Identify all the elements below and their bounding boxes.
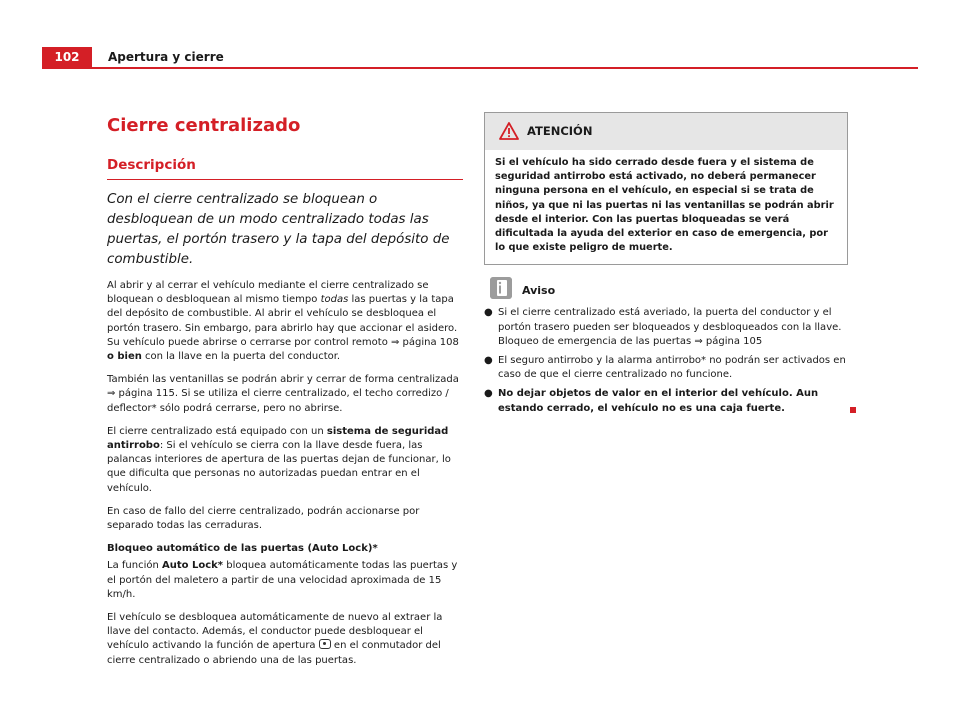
bullet-icon: ●: [484, 355, 493, 367]
warning-header: [485, 113, 847, 150]
list-item: [484, 354, 848, 382]
header-rule: [42, 67, 918, 69]
list-item-text: El seguro antirrobo y la alarma antirrobo* no podrán ser activados en caso de que el cierre centralizado no funcione.: [498, 355, 846, 381]
text: El cierre centralizado está equipado con un: [107, 425, 327, 437]
text: las puertas y la tapa del depósito de combustible. Al abrir el vehículo se desbloquea el portón trasero. Sin embargo, para abrirlo hay que accionar el asidero. Su vehículo puede abrirse o cerrarse por control remoto ⇒ página 108: [107, 294, 459, 348]
paragraph-failure: En caso de fallo del cierre centralizado, podrán accionarse por separado todas las cerraduras.: [107, 505, 420, 532]
emphasis-bold: o bien: [107, 351, 142, 363]
warning-box: [484, 112, 848, 265]
paragraph-auto-lock: [107, 559, 463, 602]
list-item: [484, 387, 848, 415]
text: El vehículo se desbloquea automáticamente de nuevo al extraer la llave del contacto. Además, el conductor puede desbloquear el vehículo activando la función de apertura: [107, 612, 443, 652]
list-item-text: No dejar objetos de valor en el interior del vehículo. Aun estando cerrado, el vehículo no es una caja fuerte.: [498, 388, 819, 414]
subheading-auto-lock: Bloqueo automático de las puertas (Auto Lock)*: [107, 543, 378, 555]
emphasis-bold: sistema de seguridad antirrobo: [107, 425, 449, 452]
info-note-icon: [490, 277, 512, 299]
warning-title: ATENCIÓN: [527, 124, 593, 138]
text: en el conmutador del cierre centralizado o abriendo una de las puertas.: [107, 640, 441, 666]
chapter-title: Cierre centralizado: [107, 115, 301, 136]
warning-triangle-icon: [499, 122, 519, 140]
paragraph-windows: También las ventanillas se podrán abrir y cerrar de forma centralizada ⇒ página 115. Si se utiliza el cierre centralizado, el techo corredizo / deflector* sólo podrá cerrarse, pero no abrirse.: [107, 374, 459, 414]
section-end-mark: [850, 407, 856, 413]
paragraph-antitheft: [107, 425, 463, 496]
bullet-icon: ●: [484, 388, 493, 400]
emphasis-bold: Auto Lock*: [162, 560, 224, 572]
lead-paragraph: Con el cierre centralizado se bloquean o desbloquean de un modo centralizado todas las puertas, el portón trasero y la tapa del depósito de combustible.: [107, 192, 450, 267]
right-column: [484, 112, 848, 416]
warning-text: Si el vehículo ha sido cerrado desde fuera y el sistema de seguridad antirrobo está activado, no deberá permanecer ninguna persona en el vehículo, en especial si se trata de niños, ya que ni las puertas ni las ventanillas se podrán abrir desde el interior. Con las puertas bloqueadas se verá dificultada la ayuda del exterior en caso de emergencia, por lo que existe peligro de muerte.: [495, 157, 834, 254]
notice-list: [484, 306, 848, 415]
list-item-text: Si el cierre centralizado está averiado, la puerta del conductor y el portón trasero pueden ser bloqueados y desbloqueados con la llave. Bloqueo de emergencia de las puertas ⇒ página 105: [498, 307, 842, 347]
running-title: Apertura y cierre: [108, 50, 224, 64]
page-header: [42, 47, 918, 67]
text: con la llave en la puerta del conductor.: [141, 351, 341, 363]
text: La función: [107, 560, 162, 572]
section-title: Descripción: [107, 156, 463, 180]
text: : Si el vehículo se cierra con la llave desde fuera, las palancas interiores de apertura de las puertas dejan de funcionar, lo que dificulta que personas no autorizadas puedan entrar en el vehículo.: [107, 440, 451, 494]
left-column: [107, 112, 463, 668]
paragraph-unlock: [107, 611, 463, 668]
bullet-icon: ●: [484, 307, 493, 319]
list-item: [484, 306, 848, 349]
text: bloquea automáticamente todas las puertas y el portón del maletero a partir de una velocidad aproximada de 15 km/h.: [107, 560, 458, 600]
text: Al abrir y al cerrar el vehículo mediante el cierre centralizado se bloquean o desbloquean al mismo tiempo: [107, 280, 429, 306]
unlock-symbol-icon: [319, 639, 331, 649]
page-number: 102: [42, 47, 92, 67]
notice-title: Aviso: [522, 284, 556, 298]
notice-header: [484, 277, 848, 301]
emphasis: todas: [320, 294, 349, 306]
paragraph-opening: [107, 279, 463, 364]
